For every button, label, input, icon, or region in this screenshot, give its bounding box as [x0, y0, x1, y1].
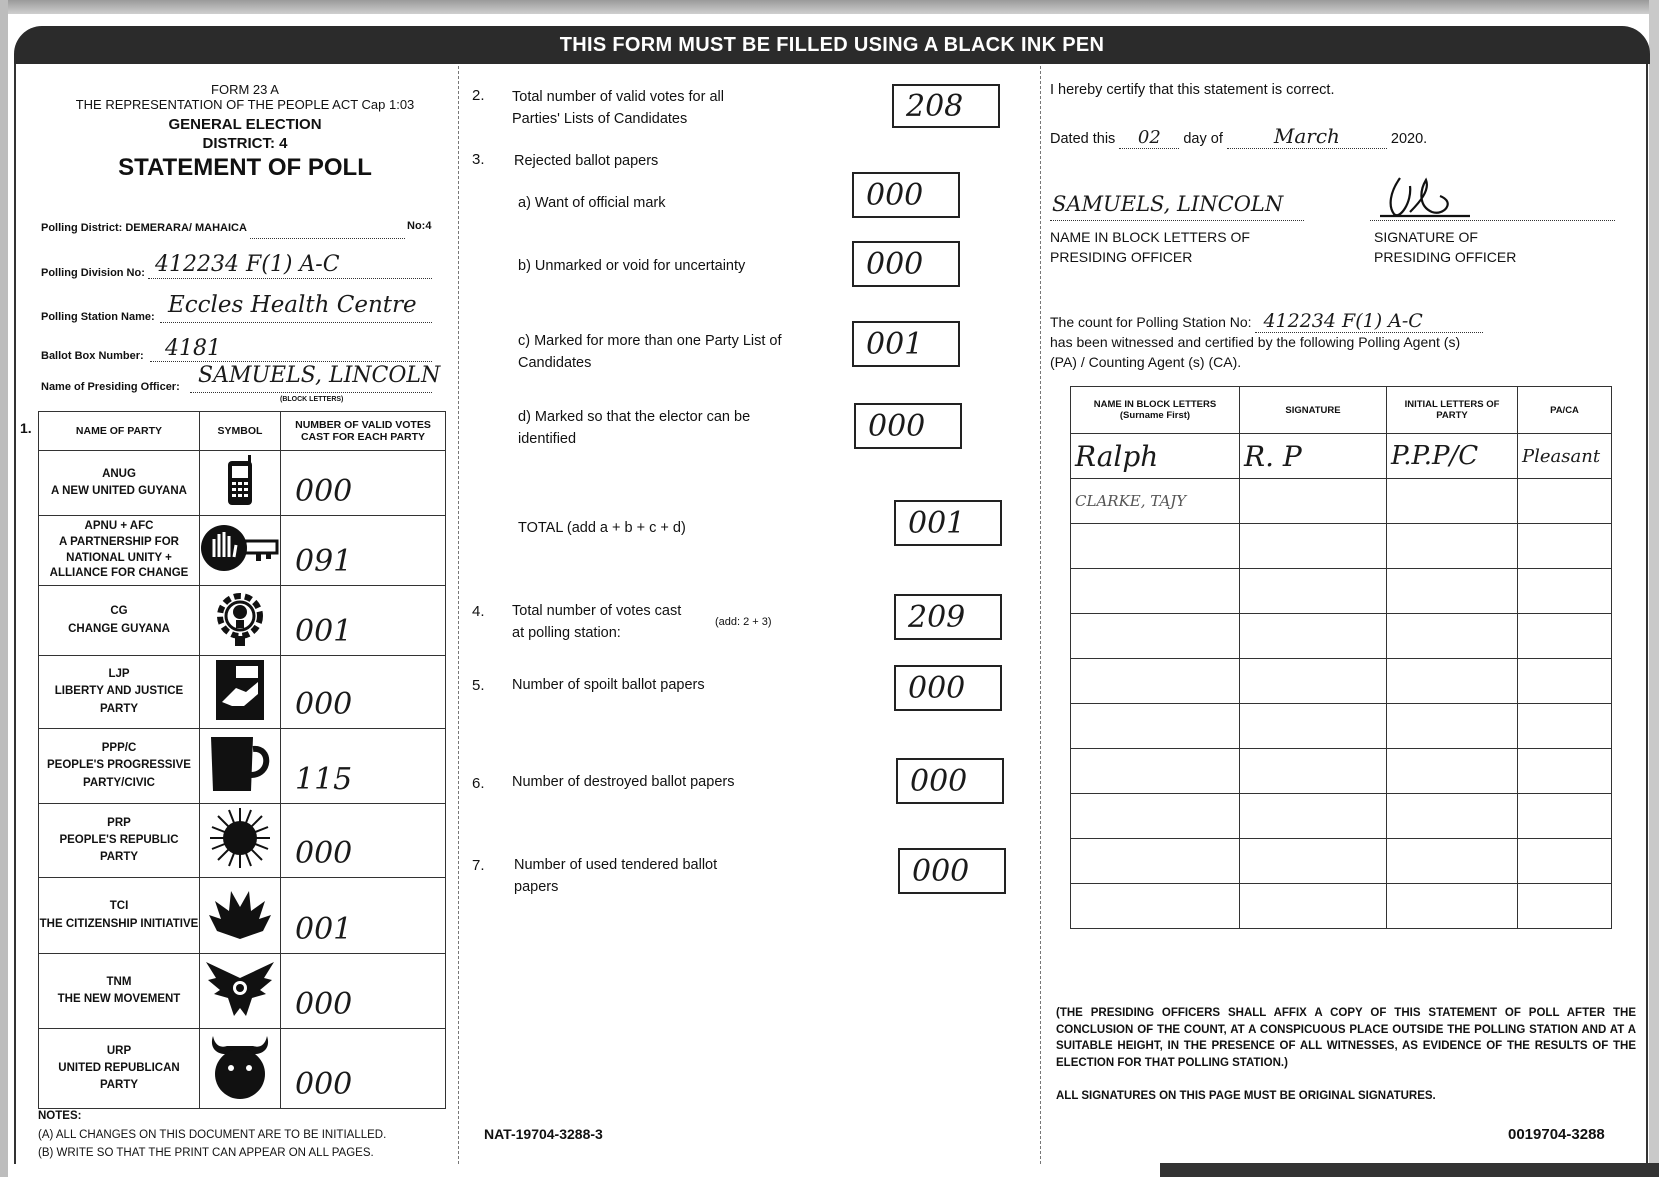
dated-mid: day of: [1183, 131, 1223, 147]
unmarked-void-value: 000: [866, 246, 924, 282]
party-symbol-cell: [200, 1029, 281, 1109]
party-votes: 001: [295, 912, 353, 947]
certify-statement: I hereby certify that this statement is correct.: [1050, 82, 1335, 98]
party-abbr: TCI: [109, 900, 129, 913]
party-column-header: NAME OF PARTY: [39, 412, 200, 451]
item-3c-text: c) Marked for more than one Party List of Candidates: [518, 333, 782, 371]
table-row: [1071, 434, 1612, 479]
table-row: [39, 954, 446, 1029]
party-symbol-cell: [200, 516, 281, 586]
ballot-box-value: 4181: [165, 336, 221, 361]
table-row: [39, 451, 446, 516]
count-line: [1050, 310, 1610, 333]
cup-icon: [207, 733, 273, 795]
party-symbol-cell: [200, 954, 281, 1029]
signatures-note: ALL SIGNATURES ON THIS PAGE MUST BE ORIGINAL SIGNATURES.: [1056, 1090, 1436, 1102]
agent-signature-header: SIGNATURE: [1240, 387, 1387, 434]
votes-cell: [281, 516, 446, 586]
officer-name-label: NAME IN BLOCK LETTERS OF PRESIDING OFFICER: [1050, 229, 1250, 265]
agent-party-header: INITIAL LETTERS OF PARTY: [1387, 387, 1518, 434]
party-name: LIBERTY AND JUSTICE PARTY: [54, 685, 184, 715]
total-rejected-box: [894, 500, 1002, 546]
party-symbol-cell: [200, 656, 281, 729]
gear-bulb-icon: [214, 588, 266, 648]
page-title: STATEMENT OF POLL: [118, 154, 372, 181]
party-abbr: LJP: [108, 668, 130, 681]
left-column-divider: [458, 66, 459, 1164]
table-row: [39, 878, 446, 954]
party-votes: 001: [295, 614, 353, 649]
party-name-cell: [39, 878, 200, 954]
right-column-divider: [1040, 66, 1041, 1164]
handshake-icon: [214, 658, 266, 722]
party-name-cell: [39, 954, 200, 1029]
party-name: PEOPLE'S PROGRESSIVE PARTY/CIVIC: [47, 759, 191, 789]
table-row: [1071, 479, 1612, 524]
spoilt-ballots-value: 000: [908, 670, 966, 706]
district-number: No:4: [407, 220, 432, 232]
valid-votes-total-box: [892, 84, 1000, 128]
item-3d-text: d) Marked so that the elector can be identified: [518, 409, 751, 447]
table-row: [1071, 614, 1612, 659]
division-underline: [148, 278, 432, 279]
agent-signature: R. P: [1240, 434, 1387, 479]
party-name-cell: [39, 1029, 200, 1109]
signature-underline: [1370, 220, 1615, 221]
party-name-cell: [39, 729, 200, 804]
identified-elector-box: [854, 403, 962, 449]
votes-cell: [281, 1029, 446, 1109]
party-name: PEOPLE'S REPUBLIC PARTY: [59, 833, 179, 864]
party-name: THE NEW MOVEMENT: [57, 993, 181, 1005]
table-row: [39, 804, 446, 878]
sun-icon: [209, 807, 271, 869]
table-row: [1071, 524, 1612, 569]
plant-icon: [207, 885, 273, 941]
district: DISTRICT: 4: [202, 135, 288, 152]
polling-district: Polling District: DEMERARA/ MAHAICA: [41, 222, 247, 234]
form-number: FORM 23 A: [211, 82, 279, 97]
district-underline: [250, 238, 405, 239]
notes-heading: NOTES:: [38, 1110, 82, 1122]
want-of-mark-value: 000: [866, 177, 924, 213]
count-prefix: The count for Polling Station No:: [1050, 314, 1252, 330]
party-symbol-cell: [200, 451, 281, 516]
party-name-cell: [39, 804, 200, 878]
party-symbol-cell: [200, 586, 281, 656]
bull-icon: [207, 1032, 273, 1100]
party-name: A NEW UNITED GUYANA: [51, 485, 187, 497]
item-4-hint: (add: 2 + 3): [715, 616, 772, 628]
destroyed-ballots-box: [896, 758, 1004, 804]
agent-name-header: NAME IN BLOCK LETTERS (Surname First): [1071, 387, 1240, 434]
votes-cell: [281, 586, 446, 656]
scan-edge-bottom: [1160, 1163, 1659, 1177]
party-votes: 000: [295, 687, 353, 722]
unmarked-void-box: [852, 241, 960, 287]
total-rejected-value: 001: [908, 505, 966, 541]
dated-prefix: Dated this: [1050, 131, 1116, 147]
item-5-text: Number of spoilt ballot papers: [512, 677, 705, 693]
table-row: [1071, 749, 1612, 794]
votes-cell: [281, 878, 446, 954]
table-row: [1071, 659, 1612, 704]
symbol-column-header: SYMBOL: [200, 412, 281, 451]
cellphone-icon: [222, 455, 258, 507]
count-station: 412234 F(1) A-C: [1255, 310, 1483, 333]
item-4-text: Total number of votes cast at polling station:: [512, 603, 682, 641]
form-header: [40, 82, 450, 182]
party-symbol-cell: [200, 729, 281, 804]
agents-table: [1070, 386, 1612, 929]
votes-cell: [281, 804, 446, 878]
multiple-marked-box: [852, 321, 960, 367]
item-6-number: 6.: [472, 775, 485, 792]
agent-party: P.P.P/C: [1387, 434, 1518, 479]
officer-value: SAMUELS, LINCOLN: [198, 363, 441, 388]
section-1-number: 1.: [20, 420, 32, 436]
item-3-text: Rejected ballot papers: [514, 153, 659, 169]
station-value: Eccles Health Centre: [168, 292, 417, 318]
party-abbr: TNM: [106, 975, 132, 988]
spoilt-ballots-box: [894, 665, 1002, 711]
tendered-ballots-value: 000: [912, 853, 970, 889]
table-row: [1071, 884, 1612, 929]
want-of-mark-box: [852, 172, 960, 218]
agent-signature: [1240, 479, 1387, 524]
total-votes-cast-box: [894, 594, 1002, 640]
item-3b-text: b) Unmarked or void for uncertainty: [518, 258, 746, 274]
identified-elector-value: 000: [868, 408, 926, 444]
total-rejected-text: TOTAL (add a + b + c + d): [518, 520, 686, 536]
party-abbr: APNU + AFC: [84, 520, 154, 533]
party-votes: 091: [295, 544, 353, 579]
agent-name: Ralph: [1071, 434, 1240, 479]
table-row: [39, 656, 446, 729]
item-3a-text: a) Want of official mark: [518, 195, 666, 211]
party-votes: 000: [295, 836, 353, 871]
total-votes-cast-value: 209: [908, 599, 966, 635]
party-votes: 000: [295, 987, 353, 1022]
valid-votes-total-value: 208: [906, 88, 964, 124]
party-name-cell: [39, 656, 200, 729]
party-symbol-cell: [200, 878, 281, 954]
agent-name: CLARKE, TAJY: [1071, 479, 1240, 524]
item-2-text: Total number of valid votes for all Parties' Lists of Candidates: [512, 89, 724, 127]
table-row: [1071, 569, 1612, 614]
block-letters-note: (BLOCK LETTERS): [280, 396, 344, 403]
station-underline: [160, 322, 432, 323]
item-3-number: 3.: [472, 151, 485, 168]
officer-label: Name of Presiding Officer:: [41, 381, 180, 393]
party-abbr: URP: [106, 1044, 132, 1057]
item-5-number: 5.: [472, 677, 485, 694]
item-2-number: 2.: [472, 87, 485, 104]
table-row: [39, 1029, 446, 1109]
table-row: [39, 516, 446, 586]
eagle-icon: [204, 958, 276, 1020]
votes-column-header: NUMBER OF VALID VOTES CAST FOR EACH PARTY: [281, 412, 446, 451]
item-6-text: Number of destroyed ballot papers: [512, 774, 735, 790]
scan-edge-left: [0, 0, 8, 1177]
votes-cell: [281, 954, 446, 1029]
party-votes: 115: [295, 762, 353, 797]
agent-role: [1518, 479, 1612, 524]
table-row: [1071, 704, 1612, 749]
multiple-marked-value: 001: [866, 326, 924, 362]
serial-number: 0019704-3288: [1508, 1126, 1605, 1143]
party-name: A PARTNERSHIP FOR NATIONAL UNITY + ALLIANCE FOR CHANGE: [49, 535, 189, 580]
note-a: (A) ALL CHANGES ON THIS DOCUMENT ARE TO BE INITIALLED.: [38, 1129, 387, 1141]
table-row: [39, 729, 446, 804]
votes-cell: [281, 729, 446, 804]
division-value: 412234 F(1) A-C: [155, 252, 340, 277]
party-votes: 000: [295, 1067, 353, 1102]
dated-month: March: [1227, 124, 1387, 149]
date-line: [1050, 124, 1470, 146]
party-name: THE CITIZENSHIP INITIATIVE: [39, 917, 199, 930]
party-name-cell: [39, 451, 200, 516]
note-b: (B) WRITE SO THAT THE PRINT CAN APPEAR ON ALL PAGES.: [38, 1147, 374, 1159]
agent-role: Pleasant: [1518, 434, 1612, 479]
agent-party: [1387, 479, 1518, 524]
party-name-cell: [39, 586, 200, 656]
table-row: [1071, 839, 1612, 884]
form-act: THE REPRESENTATION OF THE PEOPLE ACT Cap 1:03: [75, 97, 415, 112]
station-label: Polling Station Name:: [41, 311, 155, 323]
party-abbr: ANUG: [102, 467, 136, 480]
item-4-number: 4.: [472, 603, 485, 620]
item-7-text: Number of used tendered ballot papers: [514, 857, 718, 895]
table-row: [39, 586, 446, 656]
officer-name-underline: [1050, 220, 1304, 221]
ballot-box-underline: [150, 361, 432, 362]
division-label: Polling Division No:: [41, 267, 145, 279]
party-name: UNITED REPUBLICAN PARTY: [58, 1061, 180, 1092]
votes-cell: [281, 656, 446, 729]
item-7-number: 7.: [472, 857, 485, 874]
scan-edge-right: [1649, 0, 1659, 1177]
document-code: NAT-19704-3288-3: [484, 1126, 603, 1142]
agent-role-header: PA/CA: [1518, 387, 1612, 434]
party-abbr: CG: [110, 605, 128, 618]
party-abbr: PRP: [107, 816, 131, 829]
party-symbol-cell: [200, 804, 281, 878]
ink-instruction-banner: THIS FORM MUST BE FILLED USING A BLACK INK PEN: [14, 26, 1650, 64]
signature-label: SIGNATURE OF PRESIDING OFFICER: [1374, 229, 1517, 265]
party-name: CHANGE GUYANA: [68, 622, 170, 635]
posting-instruction: (THE PRESIDING OFFICERS SHALL AFFIX A COPY OF THIS STATEMENT OF POLL AFTER THE CONCLUSION OF THE COUNT, AT A CONSPICUOUS PLACE OUTSIDE THE POLLING STATION AND AT A SUITABLE HEIGHT, IN THE PRESENCE OF ALL WITNESSES, AS EVIDENCE OF THE RESULTS OF THE ELECTION FOR THAT POLLING STATION.): [1056, 1007, 1636, 1070]
dated-year: 2020.: [1390, 131, 1428, 147]
party-votes-table: [38, 411, 446, 1109]
presiding-officer-signature-icon: [1360, 172, 1480, 222]
party-votes: 000: [295, 474, 353, 509]
count-text: has been witnessed and certified by the following Polling Agent (s) (PA) / Counting Agent (s) (CA).: [1050, 334, 1461, 371]
destroyed-ballots-value: 000: [910, 763, 968, 799]
ballot-box-label: Ballot Box Number:: [41, 350, 144, 362]
hand-key-icon: [200, 517, 280, 579]
officer-underline: [190, 392, 432, 393]
tendered-ballots-box: [898, 848, 1006, 894]
dated-day: 02: [1119, 127, 1179, 149]
election-type: GENERAL ELECTION: [168, 116, 322, 133]
table-row: [1071, 794, 1612, 839]
party-name-cell: [39, 516, 200, 586]
votes-cell: [281, 451, 446, 516]
party-abbr: PPP/C: [101, 742, 137, 755]
presiding-officer-name: SAMUELS, LINCOLN: [1052, 192, 1284, 216]
scan-edge-top: [0, 0, 1659, 14]
